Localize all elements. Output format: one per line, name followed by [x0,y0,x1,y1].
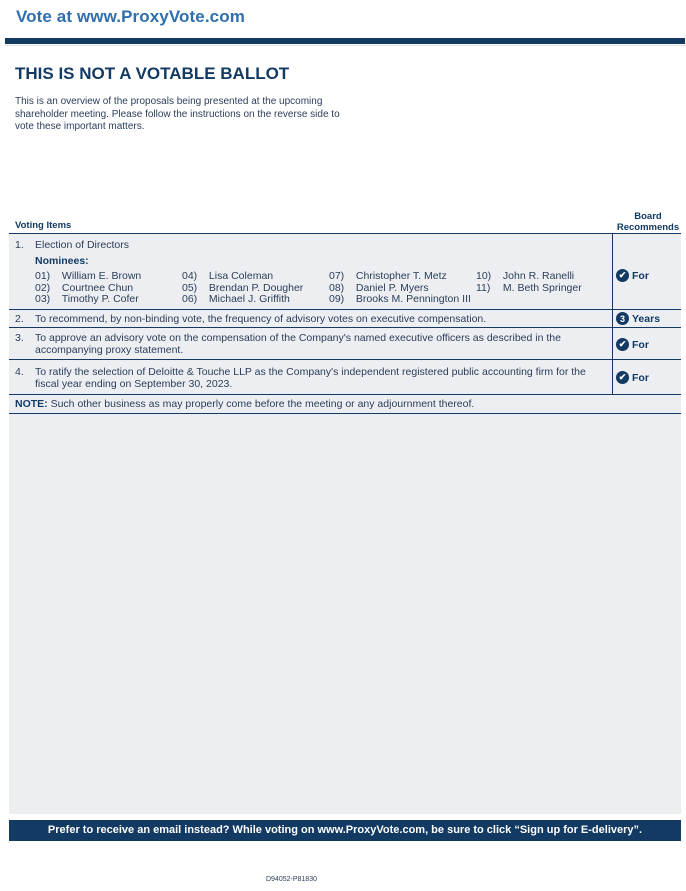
document-code: D94052-P81830 [266,876,317,883]
nominee-item: 06) Michael J. Griffith [182,293,290,305]
nominee-item: 09) Brooks M. Pennington III [329,293,471,305]
note-label: NOTE: [15,398,48,410]
item-text: To approve an advisory vote on the compensation of the Company's named executive officers as described in the accompanying proxy statement. [35,332,561,356]
item-number: 1. [15,239,24,251]
item-text: Election of Directors [35,239,129,251]
nominee-item: 05) Brendan P. Dougher [182,281,304,294]
row-divider [9,394,681,395]
nominee-item: 04) Lisa Coleman [182,270,274,282]
check-circle-icon: ✔ [616,371,629,384]
voting-items-label: Voting Items [15,220,72,231]
nominee-item: 07) Christopher T. Metz [329,270,447,282]
item-number: 3. [15,332,24,344]
row-divider [9,413,681,414]
item-number: 2. [15,313,24,325]
ballot-heading: THIS IS NOT A VOTABLE BALLOT [15,64,290,83]
check-circle-icon: ✔ [616,269,629,282]
intro-paragraph: This is an overview of the proposals being presented at the upcoming shareholder meeting. Please follow the instructions on the reverse side to vote these important matters. [15,96,340,132]
table-top-rule [9,233,681,234]
page-header-title: Vote at www.ProxyVote.com [16,7,245,26]
nominee-item: 10) John R. Ranelli [476,270,575,282]
item-number: 4. [15,366,24,378]
nominee-item: 01) William E. Brown [35,270,142,282]
nominee-item: 11) M. Beth Springer [476,281,582,294]
item-text: To recommend, by non-binding vote, the frequency of advisory votes on executive compensation. [35,313,487,325]
board-recommendation: 3 Years [616,312,660,325]
row-divider [9,327,681,328]
board-recommends-label: Board Recommends [616,211,680,233]
note-text: Such other business as may properly come before the meeting or any adjournment thereof. [47,398,475,410]
ballot-note [15,398,474,410]
item-text: To ratify the selection of Deloitte & Touche LLP as the Company's independent registered public accounting firm for the fiscal year ending on September 30, 2023. [35,366,586,390]
nominees-label: Nominees: [35,255,89,267]
nominee-item: 02) Courtnee Chun [35,281,134,294]
recommend-column-divider [612,234,613,394]
board-recommendation: ✔ For [616,338,649,351]
row-divider [9,309,681,310]
board-recommendation: ✔ For [616,371,649,384]
number-circle-icon: 3 [616,312,629,325]
header-divider-rule [5,45,685,46]
nominee-item: 08) Daniel P. Myers [329,281,429,294]
header-divider-bar [5,38,685,44]
board-recommendation: ✔ For [616,269,649,282]
nominee-item: 03) Timothy P. Cofer [35,293,139,305]
row-divider [9,359,681,360]
edelivery-banner: Prefer to receive an email instead? While voting on www.ProxyVote.com, be sure to click “Sign up for E-delivery”. [9,820,681,841]
check-circle-icon: ✔ [616,338,629,351]
